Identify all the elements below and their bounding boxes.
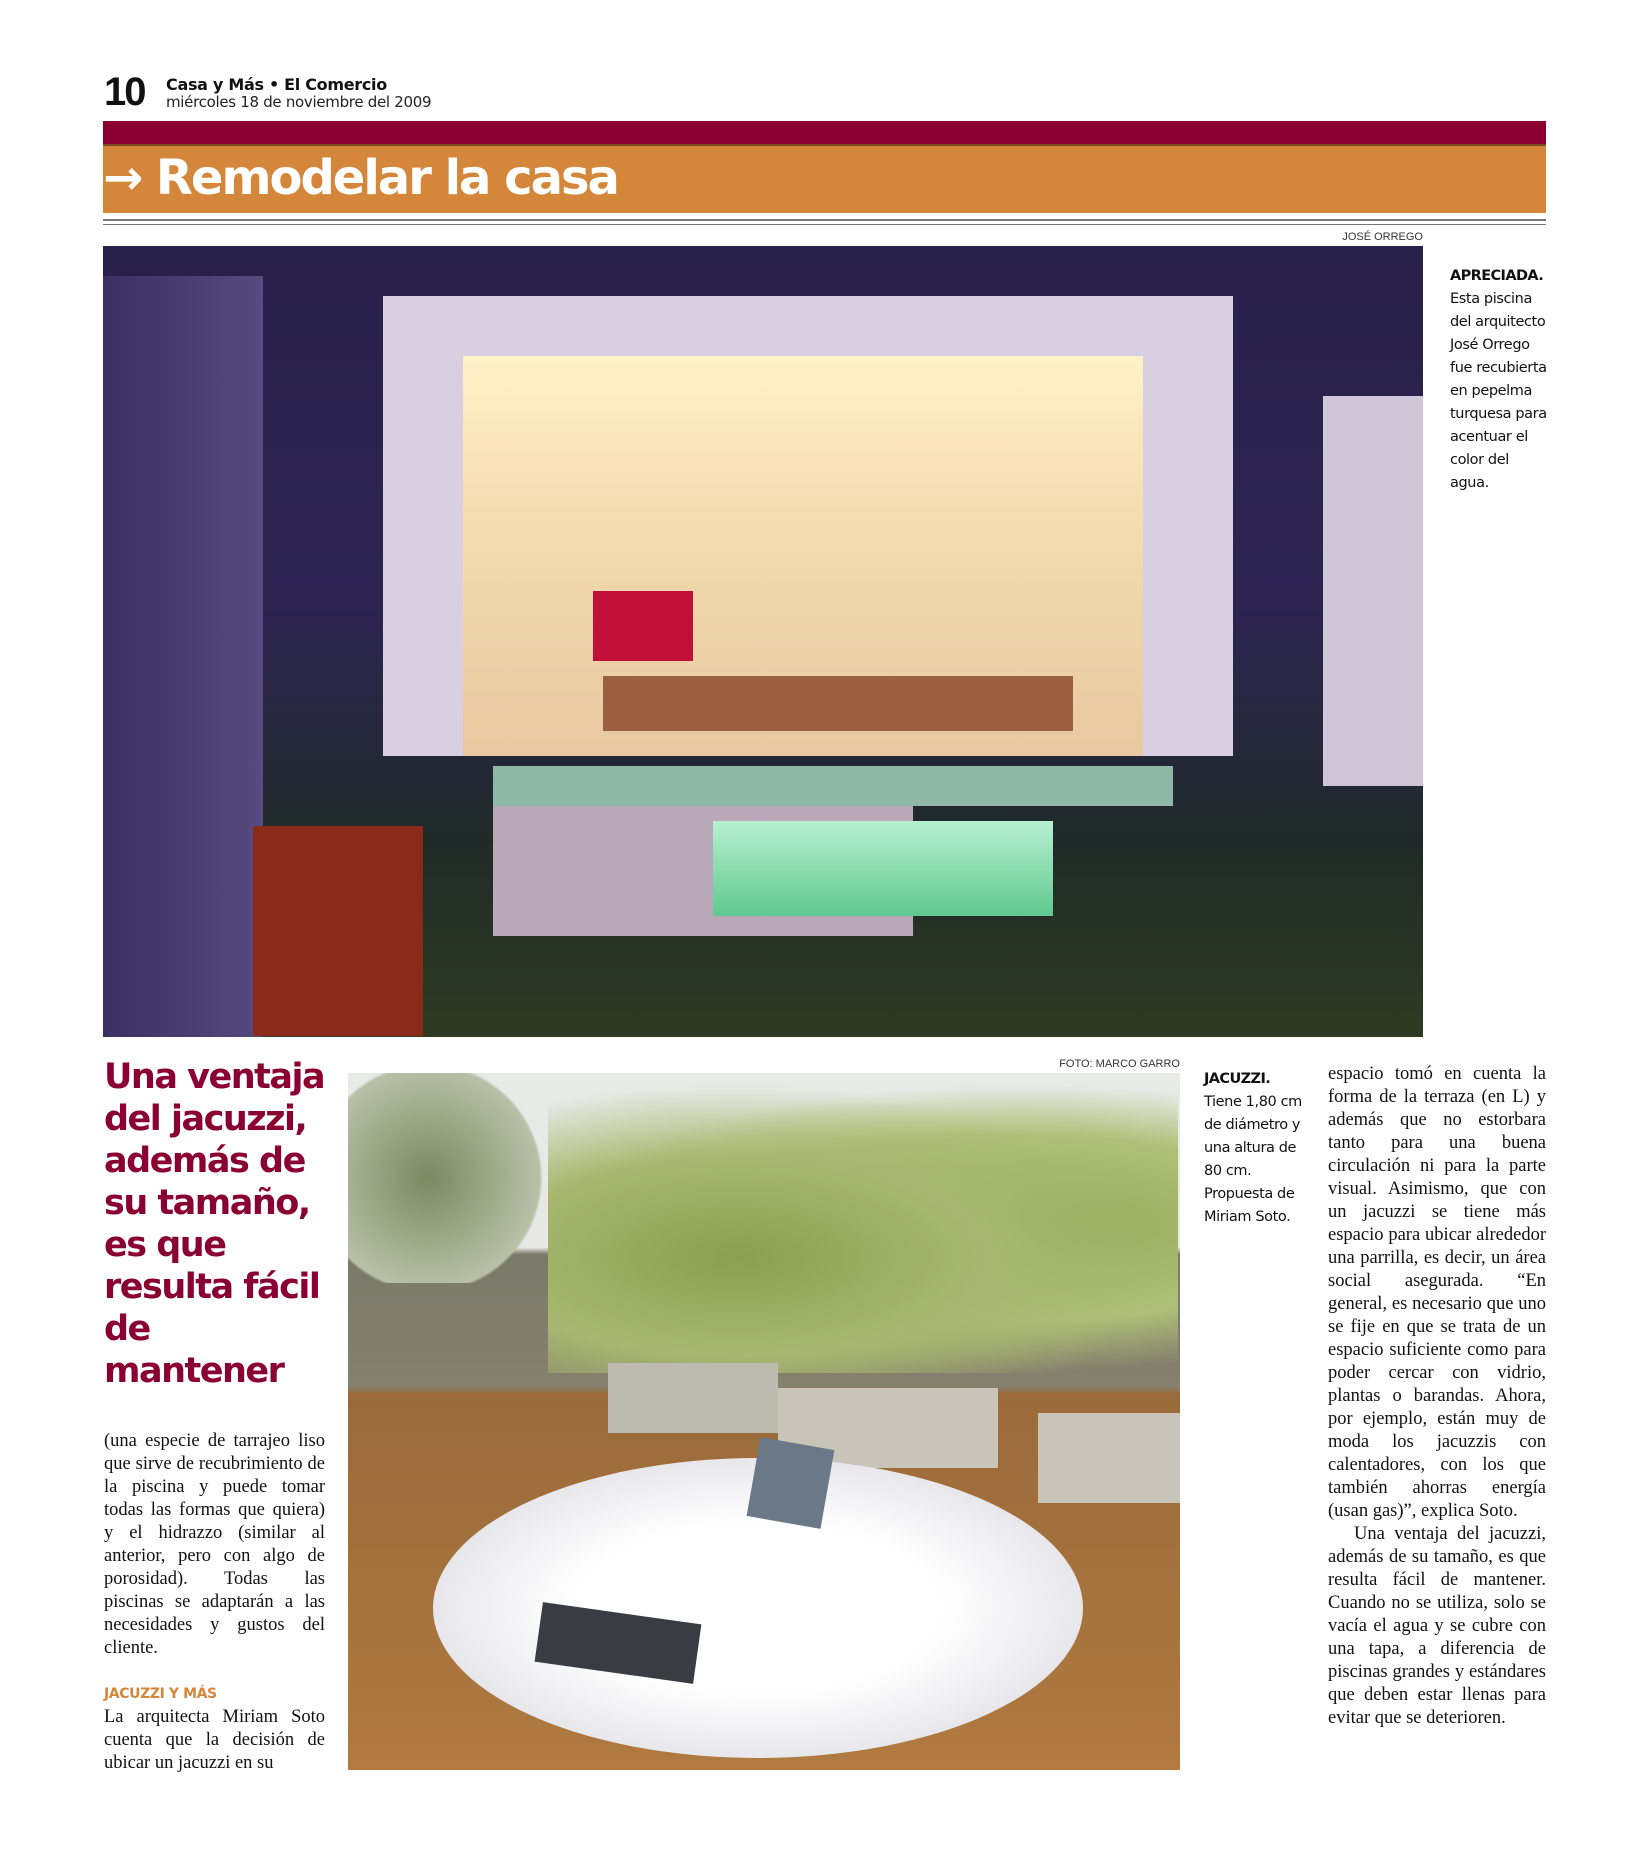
- burgundy-band: [103, 121, 1546, 144]
- body-text-left: [104, 1430, 325, 1660]
- divider: [103, 219, 1546, 221]
- paragraph: (una especie de tarrajeo liso que sirve de recubrimiento de la piscina y puede tomar todas las formas que quiera) y el hidrazzo (similar al anterior, pero con algo de porosidad). Todas las piscinas se adaptarán a las necesidades y gustos del cliente.: [104, 1431, 325, 1658]
- caption-text: Esta piscina del arquitecto José Orrego fue recubierta en pepelma turquesa para acentuar el color del agua.: [1450, 291, 1547, 491]
- paragraph: espacio tomó en cuenta la forma de la terraza (en L) y además que no estorbara tanto para una buena circulación ni para la parte visual. Asimismo, que con un jacuzzi se tiene más espacio para ubicar alrededor una parrilla, es decir, un área social asegurada. “En general, es necesario que uno se fije en que se trata de un espacio suficiente como para poder cercar con vidrio, plantas o barandas. Ahora, por ejemplo, están muy de moda los jacuzzis con calentadores, con los que también ahorras energía (usan gas)”, explica Soto.: [1328, 1064, 1546, 1521]
- body-text-left-2: [104, 1706, 325, 1775]
- body-text-right: [1328, 1063, 1546, 1730]
- paragraph: La arquitecta Miriam Soto cuenta que la decisión de ubicar un jacuzzi en su: [104, 1707, 325, 1773]
- caption-title: APRECIADA.: [1450, 268, 1544, 284]
- divider: [103, 224, 1546, 225]
- jacuzzi-photo: [348, 1073, 1180, 1770]
- publication-name: Casa y Más • El Comercio: [166, 75, 387, 94]
- page-number: 10: [104, 70, 145, 114]
- photo-credit: JOSÉ ORREGO: [1342, 231, 1423, 243]
- subheading: JACUZZI Y MÁS: [104, 1686, 217, 1702]
- paragraph: Una ventaja del jacuzzi, además de su tamaño, es que resulta fácil de mantener. Cuando no se utiliza, solo se vacía el agua y se cubre con una tapa, a diferencia de piscinas grandes y estándares que deben estar llenas para evitar que se deterioren.: [1328, 1524, 1546, 1728]
- section-title: → Remodelar la casa: [103, 150, 618, 206]
- caption-text: Tiene 1,80 cm de diámetro y una altura de 80 cm. Propuesta de Miriam Soto.: [1204, 1094, 1302, 1225]
- caption-title: JACUZZI.: [1204, 1071, 1271, 1087]
- publication-date: miércoles 18 de noviembre del 2009: [166, 93, 432, 111]
- house-pool-photo: [103, 246, 1423, 1037]
- photo2-caption: [1204, 1068, 1314, 1229]
- photo1-caption: [1450, 265, 1550, 495]
- photo-credit: FOTO: MARCO GARRO: [1059, 1058, 1180, 1070]
- pull-quote-headline: Una ventaja del jacuzzi, además de su tamaño, es que resulta fácil de mantener: [104, 1057, 325, 1391]
